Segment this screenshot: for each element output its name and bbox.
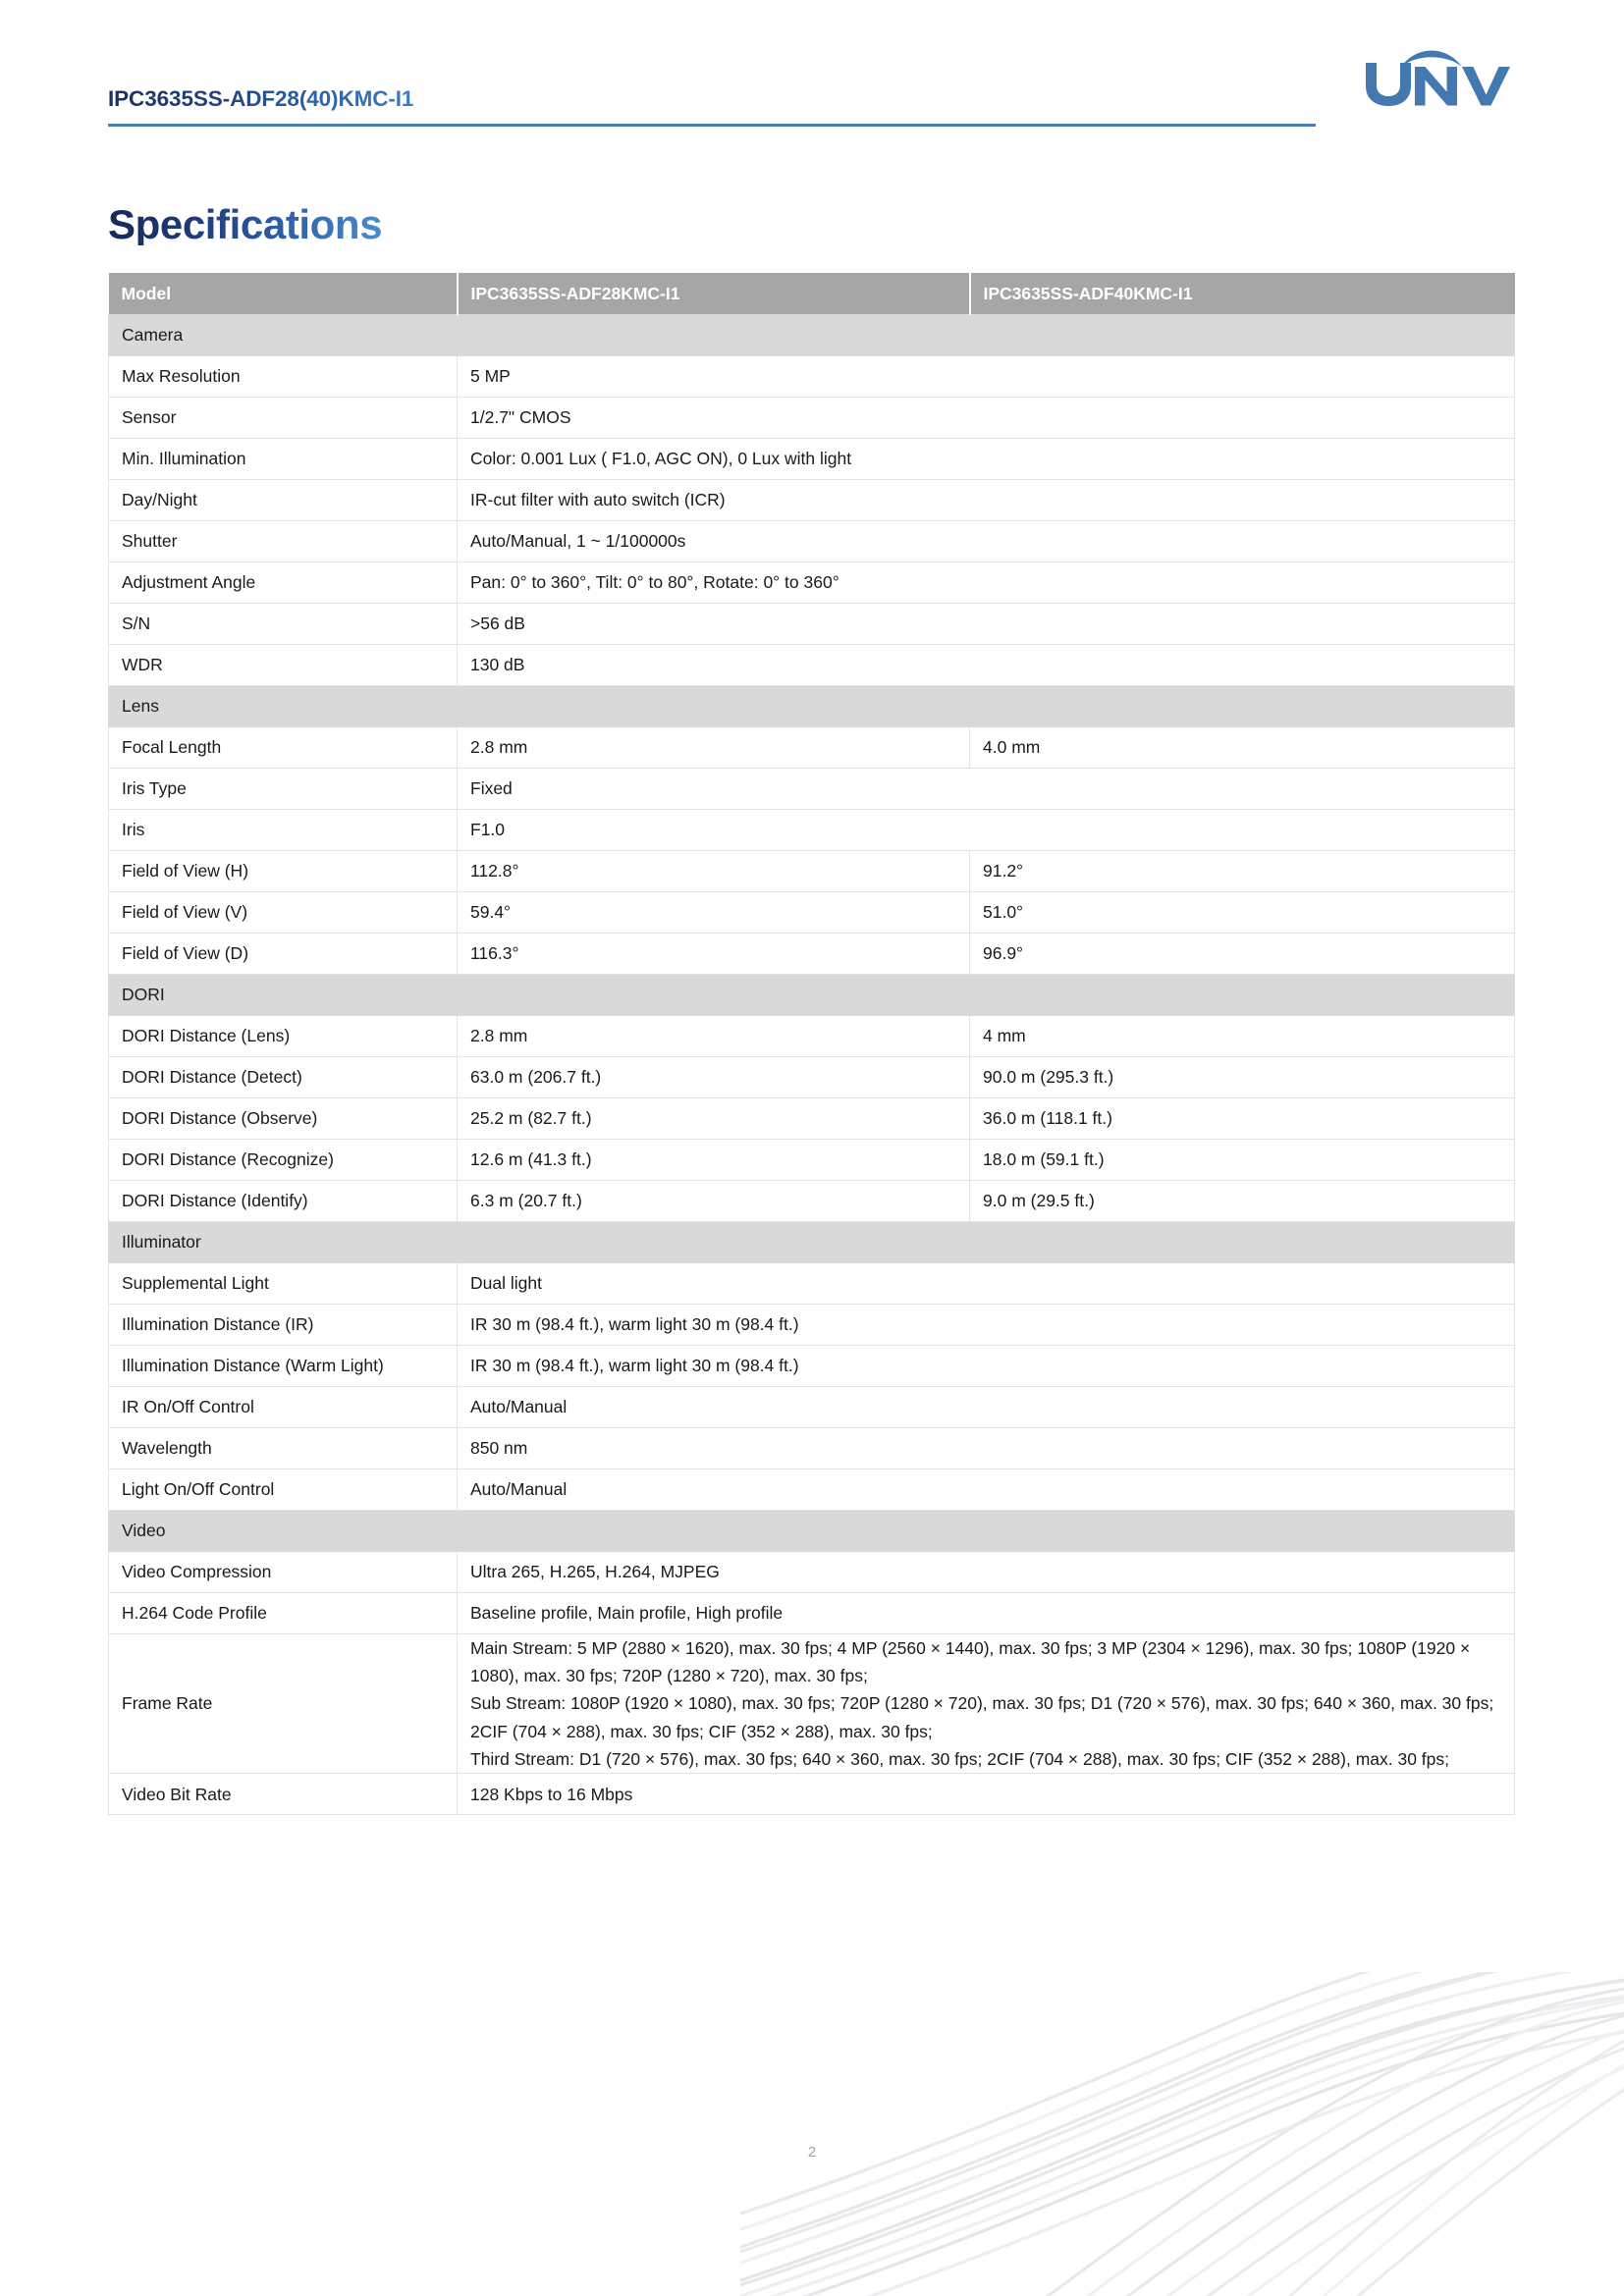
row-value: Auto/Manual — [458, 1468, 1515, 1510]
row-label: Video Bit Rate — [109, 1774, 458, 1815]
table-row — [109, 1139, 1515, 1180]
row-label: Max Resolution — [109, 355, 458, 397]
row-label: Iris Type — [109, 768, 458, 809]
row-label: DORI Distance (Lens) — [109, 1015, 458, 1056]
row-value: 12.6 m (41.3 ft.) — [458, 1139, 970, 1180]
row-label: Illumination Distance (Warm Light) — [109, 1345, 458, 1386]
row-value: 116.3° — [458, 933, 970, 974]
row-label: H.264 Code Profile — [109, 1592, 458, 1633]
table-row — [109, 1633, 1515, 1774]
section-title: Lens — [109, 685, 1515, 726]
table-row — [109, 1468, 1515, 1510]
row-label: Supplemental Light — [109, 1262, 458, 1304]
row-value: Auto/Manual, 1 ~ 1/100000s — [458, 520, 1515, 561]
page-title: Specifications — [108, 201, 383, 247]
row-label: DORI Distance (Recognize) — [109, 1139, 458, 1180]
table-row — [109, 1427, 1515, 1468]
row-label: DORI Distance (Observe) — [109, 1097, 458, 1139]
table-header-cell: Model — [109, 273, 458, 314]
row-value: 4 mm — [970, 1015, 1515, 1056]
table-header-cell: IPC3635SS-ADF28KMC-I1 — [458, 273, 970, 314]
table-row — [109, 1386, 1515, 1427]
row-label: Sensor — [109, 397, 458, 438]
row-value: 51.0° — [970, 891, 1515, 933]
row-label: Illumination Distance (IR) — [109, 1304, 458, 1345]
frame-rate-line: Third Stream: D1 (720 × 576), max. 30 fps; 640 × 360, max. 30 fps; 2CIF (704 × 288), max. 30 fps; CIF (352 × 288), max. 30 fps; — [470, 1748, 1450, 1769]
row-value: 90.0 m (295.3 ft.) — [970, 1056, 1515, 1097]
row-value: 128 Kbps to 16 Mbps — [458, 1774, 1515, 1815]
wave-decoration — [740, 1972, 1624, 2296]
row-value: 9.0 m (29.5 ft.) — [970, 1180, 1515, 1221]
row-label: Field of View (V) — [109, 891, 458, 933]
table-row — [109, 438, 1515, 479]
row-value: Color: 0.001 Lux ( F1.0, AGC ON), 0 Lux with light — [458, 438, 1515, 479]
table-row — [109, 850, 1515, 891]
row-value: 96.9° — [970, 933, 1515, 974]
row-value — [458, 1633, 1515, 1774]
row-value: IR 30 m (98.4 ft.), warm light 30 m (98.4 ft.) — [458, 1304, 1515, 1345]
section-title: DORI — [109, 974, 1515, 1015]
table-row — [109, 644, 1515, 685]
row-label: DORI Distance (Identify) — [109, 1180, 458, 1221]
table-section-row — [109, 1221, 1515, 1262]
running-header-title: IPC3635SS-ADF28(40)KMC-I1 — [108, 86, 414, 111]
table-row — [109, 355, 1515, 397]
row-value: >56 dB — [458, 603, 1515, 644]
row-label: Wavelength — [109, 1427, 458, 1468]
row-value: IR 30 m (98.4 ft.), warm light 30 m (98.4 ft.) — [458, 1345, 1515, 1386]
table-row — [109, 520, 1515, 561]
table-row — [109, 1551, 1515, 1592]
table-section-row — [109, 314, 1515, 355]
row-value: IR-cut filter with auto switch (ICR) — [458, 479, 1515, 520]
row-value: 4.0 mm — [970, 726, 1515, 768]
frame-rate-line: Sub Stream: 1080P (1920 × 1080), max. 30 fps; 720P (1280 × 720), max. 30 fps; D1 (720 × 576), max. 30 fps; 640 × 360, max. 30 fps; 2CIF (704 × 288), max. 30 fps; CIF (352 × 288), max. 30 fps; — [470, 1693, 1494, 1741]
row-label: Field of View (H) — [109, 850, 458, 891]
row-label: Min. Illumination — [109, 438, 458, 479]
document-running-header — [0, 0, 1624, 137]
row-value: 6.3 m (20.7 ft.) — [458, 1180, 970, 1221]
table-row — [109, 603, 1515, 644]
row-value: Fixed — [458, 768, 1515, 809]
row-value: 112.8° — [458, 850, 970, 891]
row-value: 850 nm — [458, 1427, 1515, 1468]
table-row — [109, 768, 1515, 809]
table-row — [109, 726, 1515, 768]
row-value: 59.4° — [458, 891, 970, 933]
row-value: 91.2° — [970, 850, 1515, 891]
header-divider — [108, 124, 1316, 127]
row-value: Baseline profile, Main profile, High profile — [458, 1592, 1515, 1633]
table-row — [109, 1015, 1515, 1056]
page-number: 2 — [807, 2144, 817, 2161]
row-value: 2.8 mm — [458, 726, 970, 768]
row-label: WDR — [109, 644, 458, 685]
row-label: DORI Distance (Detect) — [109, 1056, 458, 1097]
row-value: 36.0 m (118.1 ft.) — [970, 1097, 1515, 1139]
row-value: 1/2.7" CMOS — [458, 397, 1515, 438]
table-header-row — [109, 273, 1515, 314]
table-section-row — [109, 685, 1515, 726]
table-row — [109, 933, 1515, 974]
row-value: 63.0 m (206.7 ft.) — [458, 1056, 970, 1097]
row-label: Shutter — [109, 520, 458, 561]
row-value: 25.2 m (82.7 ft.) — [458, 1097, 970, 1139]
section-title: Illuminator — [109, 1221, 1515, 1262]
row-value: Dual light — [458, 1262, 1515, 1304]
specifications-table-container — [108, 273, 1514, 1815]
row-label: Focal Length — [109, 726, 458, 768]
table-section-row — [109, 974, 1515, 1015]
row-value: 130 dB — [458, 644, 1515, 685]
table-row — [109, 809, 1515, 850]
row-label: Day/Night — [109, 479, 458, 520]
table-row — [109, 1345, 1515, 1386]
table-row — [109, 1774, 1515, 1815]
row-value: Auto/Manual — [458, 1386, 1515, 1427]
row-label: Field of View (D) — [109, 933, 458, 974]
row-value: Pan: 0° to 360°, Tilt: 0° to 80°, Rotate: 0° to 360° — [458, 561, 1515, 603]
row-value: 5 MP — [458, 355, 1515, 397]
row-label: Iris — [109, 809, 458, 850]
row-label: Adjustment Angle — [109, 561, 458, 603]
row-value: 18.0 m (59.1 ft.) — [970, 1139, 1515, 1180]
table-row — [109, 1262, 1515, 1304]
frame-rate-line: Main Stream: 5 MP (2880 × 1620), max. 30 fps; 4 MP (2560 × 1440), max. 30 fps; 3 MP (2304 × 1296), max. 30 fps; 1080P (1920 × 1080), max. 30 fps; 720P (1280 × 720), max. 30 fps; — [470, 1637, 1471, 1685]
table-row — [109, 1592, 1515, 1633]
table-row — [109, 1304, 1515, 1345]
row-label: S/N — [109, 603, 458, 644]
row-value: 2.8 mm — [458, 1015, 970, 1056]
row-label: Light On/Off Control — [109, 1468, 458, 1510]
table-header-cell: IPC3635SS-ADF40KMC-I1 — [970, 273, 1515, 314]
table-row — [109, 891, 1515, 933]
table-section-row — [109, 1510, 1515, 1551]
row-label: IR On/Off Control — [109, 1386, 458, 1427]
row-value: F1.0 — [458, 809, 1515, 850]
table-row — [109, 1097, 1515, 1139]
row-value: Ultra 265, H.265, H.264, MJPEG — [458, 1551, 1515, 1592]
row-label: Video Compression — [109, 1551, 458, 1592]
table-row — [109, 479, 1515, 520]
unv-logo — [1344, 37, 1516, 106]
table-row — [109, 397, 1515, 438]
section-title: Camera — [109, 314, 1515, 355]
table-row — [109, 1056, 1515, 1097]
table-row — [109, 1180, 1515, 1221]
row-label: Frame Rate — [109, 1633, 458, 1774]
specifications-table — [108, 273, 1515, 1815]
section-title: Video — [109, 1510, 1515, 1551]
table-row — [109, 561, 1515, 603]
